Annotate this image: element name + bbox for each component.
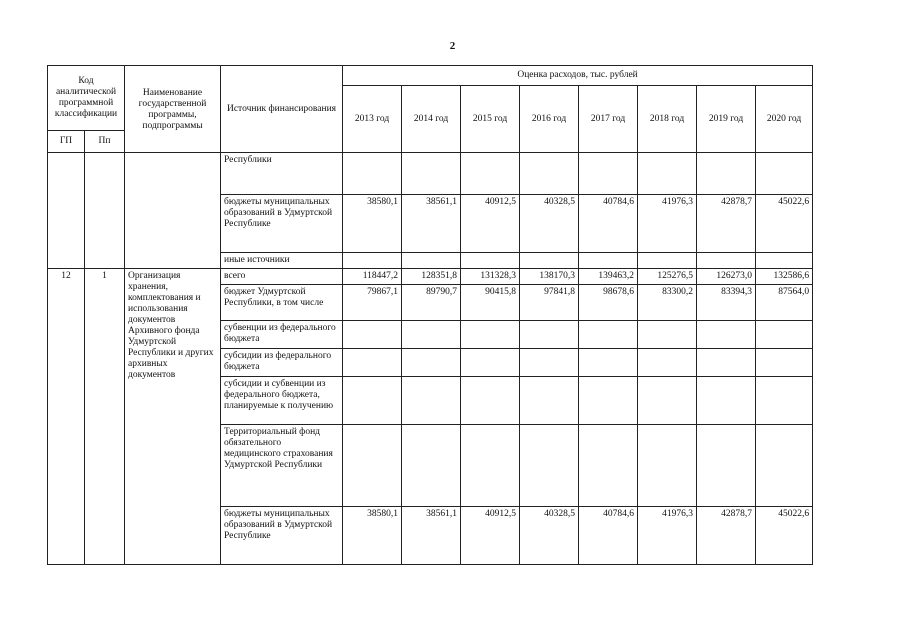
value-cell bbox=[756, 321, 813, 349]
value-cell: 132586,6 bbox=[756, 269, 813, 285]
value-cell: 90415,8 bbox=[461, 285, 520, 321]
value-cell bbox=[697, 425, 756, 507]
value-cell: 83300,2 bbox=[638, 285, 697, 321]
value-cell: 79867,1 bbox=[343, 285, 402, 321]
value-cell bbox=[579, 153, 638, 195]
value-cell bbox=[638, 425, 697, 507]
value-cell: 118447,2 bbox=[343, 269, 402, 285]
value-cell bbox=[402, 349, 461, 377]
value-cell bbox=[520, 425, 579, 507]
value-cell bbox=[520, 153, 579, 195]
pp-code: 1 bbox=[85, 269, 125, 565]
value-cell: 83394,3 bbox=[697, 285, 756, 321]
value-cell bbox=[579, 349, 638, 377]
value-cell bbox=[697, 253, 756, 269]
value-cell bbox=[638, 321, 697, 349]
funding-source-cell: Республики bbox=[221, 153, 343, 195]
value-cell bbox=[343, 377, 402, 425]
value-cell bbox=[579, 425, 638, 507]
value-cell bbox=[756, 425, 813, 507]
value-cell bbox=[579, 321, 638, 349]
funding-source-cell: субсидии из федерального бюджета bbox=[221, 349, 343, 377]
value-cell bbox=[756, 253, 813, 269]
value-cell bbox=[579, 377, 638, 425]
value-cell bbox=[402, 321, 461, 349]
value-cell bbox=[461, 425, 520, 507]
budget-table bbox=[47, 65, 813, 565]
program-name: Организация хранения, комплектования и использования документов Архивного фонда Удмуртской Республики и других архивных документов bbox=[125, 269, 221, 565]
value-cell: 40912,5 bbox=[461, 507, 520, 565]
value-cell: 42878,7 bbox=[697, 507, 756, 565]
value-cell bbox=[343, 321, 402, 349]
value-cell bbox=[343, 253, 402, 269]
table-row bbox=[48, 153, 813, 195]
value-cell: 38561,1 bbox=[402, 195, 461, 253]
value-cell bbox=[638, 153, 697, 195]
value-cell: 38580,1 bbox=[343, 195, 402, 253]
value-cell bbox=[520, 321, 579, 349]
header-year: 2017 год bbox=[579, 86, 638, 153]
header-code-classification: Код аналитической программной классификации bbox=[48, 66, 125, 131]
program-name-cell bbox=[125, 153, 221, 269]
value-cell bbox=[697, 153, 756, 195]
gp-code: 12 bbox=[48, 269, 85, 565]
value-cell: 45022,6 bbox=[756, 195, 813, 253]
value-cell bbox=[402, 153, 461, 195]
value-cell: 45022,6 bbox=[756, 507, 813, 565]
funding-source-cell: Территориальный фонд обязательного медицинского страхования Удмуртской Республики bbox=[221, 425, 343, 507]
value-cell bbox=[520, 349, 579, 377]
pp-cell bbox=[85, 153, 125, 269]
header-year: 2019 год bbox=[697, 86, 756, 153]
value-cell: 87564,0 bbox=[756, 285, 813, 321]
value-cell bbox=[638, 377, 697, 425]
value-cell: 128351,8 bbox=[402, 269, 461, 285]
value-cell bbox=[343, 153, 402, 195]
value-cell: 40912,5 bbox=[461, 195, 520, 253]
funding-source-cell: бюджеты муниципальных образований в Удмуртской Республике bbox=[221, 195, 343, 253]
value-cell bbox=[343, 425, 402, 507]
header-year: 2016 год bbox=[520, 86, 579, 153]
value-cell bbox=[756, 349, 813, 377]
header-year: 2015 год bbox=[461, 86, 520, 153]
value-cell bbox=[520, 253, 579, 269]
value-cell: 139463,2 bbox=[579, 269, 638, 285]
value-cell bbox=[697, 377, 756, 425]
funding-source-cell: бюджеты муниципальных образований в Удмуртской Республике bbox=[221, 507, 343, 565]
value-cell bbox=[697, 349, 756, 377]
value-cell bbox=[461, 377, 520, 425]
value-cell bbox=[402, 377, 461, 425]
header-year: 2013 год bbox=[343, 86, 402, 153]
header-estimate: Оценка расходов, тыс. рублей bbox=[343, 66, 813, 86]
funding-source-cell: бюджет Удмуртской Республики, в том числе bbox=[221, 285, 343, 321]
funding-source-cell: субвенции из федерального бюджета bbox=[221, 321, 343, 349]
value-cell bbox=[638, 253, 697, 269]
value-cell bbox=[756, 377, 813, 425]
value-cell bbox=[343, 349, 402, 377]
value-cell: 125276,5 bbox=[638, 269, 697, 285]
header-year: 2020 год bbox=[756, 86, 813, 153]
value-cell bbox=[402, 253, 461, 269]
gp-cell bbox=[48, 153, 85, 269]
header-funding-source: Источник финансирования bbox=[221, 66, 343, 153]
funding-source-cell: иные источники bbox=[221, 253, 343, 269]
table-row bbox=[48, 269, 813, 285]
value-cell: 138170,3 bbox=[520, 269, 579, 285]
value-cell: 38561,1 bbox=[402, 507, 461, 565]
value-cell bbox=[461, 321, 520, 349]
header-gp: ГП bbox=[48, 131, 85, 153]
value-cell: 131328,3 bbox=[461, 269, 520, 285]
value-cell: 40784,6 bbox=[579, 507, 638, 565]
value-cell bbox=[638, 349, 697, 377]
value-cell: 40328,5 bbox=[520, 195, 579, 253]
value-cell: 97841,8 bbox=[520, 285, 579, 321]
value-cell bbox=[579, 253, 638, 269]
value-cell bbox=[461, 253, 520, 269]
header-program-name: Наименование государственной программы, подпрограммы bbox=[125, 66, 221, 153]
value-cell: 89790,7 bbox=[402, 285, 461, 321]
value-cell: 41976,3 bbox=[638, 195, 697, 253]
value-cell: 126273,0 bbox=[697, 269, 756, 285]
funding-source-cell: субсидии и субвенции из федерального бюджета, планируемые к получению bbox=[221, 377, 343, 425]
header-pp: Пп bbox=[85, 131, 125, 153]
value-cell: 40328,5 bbox=[520, 507, 579, 565]
value-cell: 38580,1 bbox=[343, 507, 402, 565]
funding-source-cell: всего bbox=[221, 269, 343, 285]
header-year: 2014 год bbox=[402, 86, 461, 153]
value-cell bbox=[461, 153, 520, 195]
value-cell: 98678,6 bbox=[579, 285, 638, 321]
value-cell: 40784,6 bbox=[579, 195, 638, 253]
value-cell bbox=[697, 321, 756, 349]
page-number: 2 bbox=[449, 40, 456, 52]
value-cell bbox=[520, 377, 579, 425]
header-year: 2018 год bbox=[638, 86, 697, 153]
value-cell: 41976,3 bbox=[638, 507, 697, 565]
value-cell: 42878,7 bbox=[697, 195, 756, 253]
value-cell bbox=[756, 153, 813, 195]
value-cell bbox=[402, 425, 461, 507]
value-cell bbox=[461, 349, 520, 377]
